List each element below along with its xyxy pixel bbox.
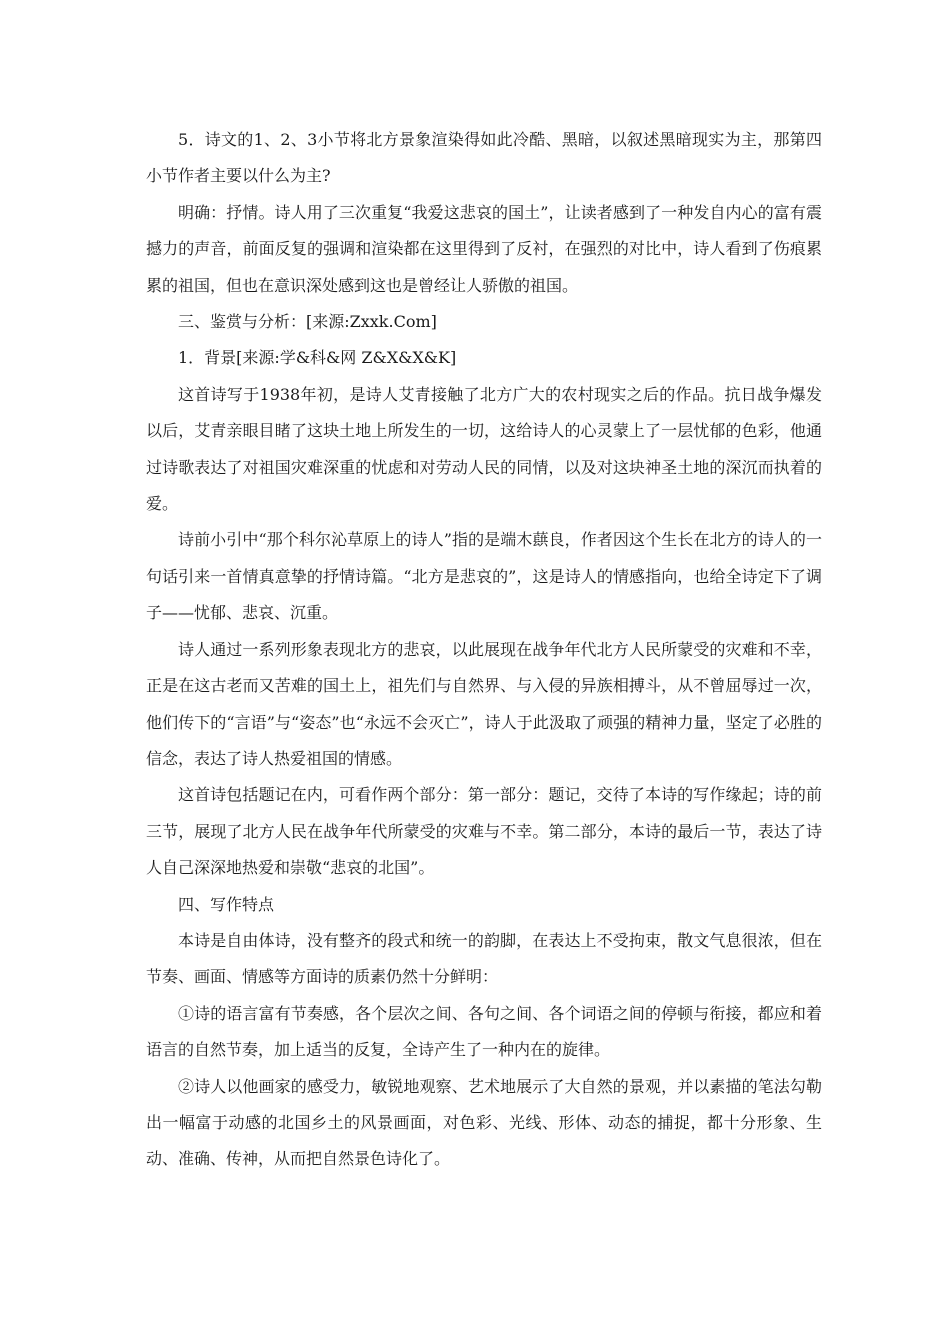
features-intro-paragraph: 本诗是自由体诗，没有整齐的段式和统一的韵脚，在表达上不受拘束，散文气息很浓，但在节奏、画面、情感等方面诗的质素仍然十分鲜明： bbox=[146, 930, 822, 987]
document-body bbox=[146, 122, 822, 1178]
answer-paragraph: 明确：抒情。诗人用了三次重复“我爱这悲哀的国土”，让读者感到了一种发自内心的富有震撼力的声音，前面反复的强调和渲染都在这里得到了反衬，在强烈的对比中，诗人看到了伤痕累累的祖国，但也在意识深处感到这也是曾经让人骄傲的祖国。 bbox=[146, 202, 822, 295]
feature-1-paragraph: ①诗的语言富有节奏感，各个层次之间、各句之间、各个词语之间的停顿与衔接，都应和着语言的自然节奏，加上适当的反复，全诗产生了一种内在的旋律。 bbox=[146, 1003, 822, 1060]
background-heading: 1．背景[来源:学&科&网 Z&X&X&K] bbox=[178, 348, 457, 368]
imagery-paragraph: 诗人通过一系列形象表现北方的悲哀，以此展现在战争年代北方人民所蒙受的灾难和不幸，正是在这古老而又苦难的国土上，祖先们与自然界、与入侵的异族相搏斗，从不曾屈辱过一次，他们传下的“言语”与“姿态”也“永远不会灭亡”，诗人于此汲取了顽强的精神力量，坚定了必胜的信念，表达了诗人热爱祖国的情感。 bbox=[146, 639, 822, 768]
feature-2-paragraph: ②诗人以他画家的感受力，敏锐地观察、艺术地展示了大自然的景观，并以素描的笔法勾勒出一幅富于动感的北国乡土的风景画面，对色彩、光线、形体、动态的捕捉，都十分形象、生动、准确、传神，从而把自然景色诗化了。 bbox=[146, 1076, 822, 1169]
structure-paragraph: 这首诗包括题记在内，可看作两个部分：第一部分：题记，交待了本诗的写作缘起；诗的前三节，展现了北方人民在战争年代所蒙受的灾难与不幸。第二部分，本诗的最后一节，表达了诗人自己深深地热爱和崇敬“悲哀的北国”。 bbox=[146, 785, 822, 878]
question-5-paragraph: 5．诗文的1、2、3小节将北方景象渲染得如此冷酷、黑暗，以叙述黑暗现实为主，那第四小节作者主要以什么为主? bbox=[146, 130, 822, 186]
section-4-heading: 四、写作特点 bbox=[178, 894, 275, 914]
section-3-heading: 三、鉴赏与分析：[来源:Zxxk.Com] bbox=[178, 312, 437, 332]
background-paragraph: 这首诗写于1938年初，是诗人艾青接触了北方广大的农村现实之后的作品。抗日战争爆发以后，艾青亲眼目睹了这块土地上所发生的一切，这给诗人的心灵蒙上了一层忧郁的色彩，他通过诗歌表达了对祖国灾难深重的忧虑和对劳动人民的同情，以及对这块神圣土地的深沉而执着的爱。 bbox=[146, 384, 822, 514]
preface-paragraph: 诗前小引中“那个科尔沁草原上的诗人”指的是端木蕻良，作者因这个生长在北方的诗人的一句话引来一首情真意挚的抒情诗篇。“北方是悲哀的”，这是诗人的情感指向，也给全诗定下了调子——忧郁、悲哀、沉重。 bbox=[146, 530, 822, 623]
